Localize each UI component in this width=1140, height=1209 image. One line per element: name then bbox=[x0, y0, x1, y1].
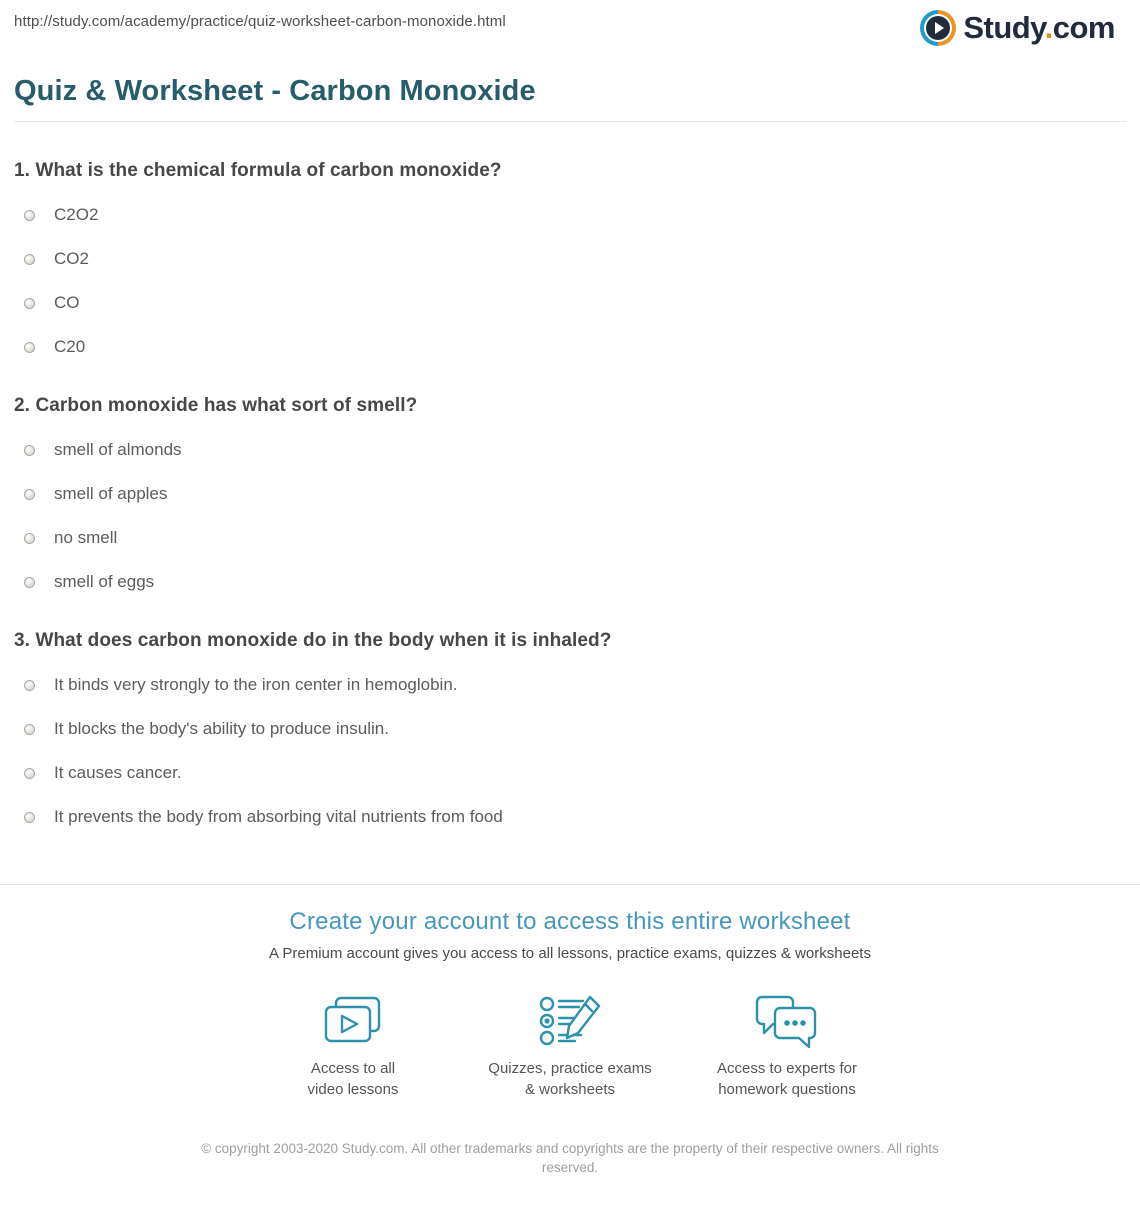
option-label[interactable]: smell of almonds bbox=[54, 440, 182, 459]
chat-experts-icon bbox=[753, 994, 821, 1050]
title-divider bbox=[14, 121, 1126, 122]
question-number: 3. bbox=[14, 630, 31, 651]
video-lessons-icon bbox=[323, 994, 383, 1050]
question-number: 1. bbox=[14, 160, 31, 181]
option-label[interactable]: It blocks the body's ability to produce insulin. bbox=[54, 719, 389, 738]
radio-button[interactable] bbox=[24, 533, 35, 544]
feature-label bbox=[717, 1059, 857, 1100]
radio-button[interactable] bbox=[24, 210, 35, 221]
question-text: What is the chemical formula of carbon monoxide? bbox=[35, 160, 502, 181]
answer-option[interactable] bbox=[14, 807, 1126, 827]
radio-button[interactable] bbox=[24, 445, 35, 456]
question-block-3 bbox=[14, 630, 1126, 827]
cta-heading: Create your account to access this entire worksheet bbox=[289, 908, 851, 935]
copyright-notice: © copyright 2003-2020 Study.com. All other trademarks and copyrights are the property of their respective owners. All rights reserved. bbox=[201, 1141, 939, 1175]
answer-option[interactable] bbox=[14, 293, 1126, 313]
radio-button[interactable] bbox=[24, 812, 35, 823]
question-text: What does carbon monoxide do in the body when it is inhaled? bbox=[35, 630, 612, 651]
feature-label-line2: & worksheets bbox=[524, 1080, 616, 1098]
radio-button[interactable] bbox=[24, 489, 35, 500]
radio-button[interactable] bbox=[24, 342, 35, 353]
feature-label-line2: video lessons bbox=[307, 1080, 399, 1098]
answer-option[interactable] bbox=[14, 484, 1126, 504]
answer-option[interactable] bbox=[14, 675, 1126, 695]
feature-label bbox=[308, 1059, 399, 1100]
cta-subheading: A Premium account gives you access to all lessons, practice exams, quizzes & worksheets bbox=[269, 945, 871, 962]
answer-option[interactable] bbox=[14, 719, 1126, 739]
option-label[interactable]: CO2 bbox=[54, 249, 89, 268]
feature-label bbox=[488, 1059, 651, 1100]
page-header bbox=[0, 0, 1140, 52]
radio-button[interactable] bbox=[24, 724, 35, 735]
option-label[interactable]: It causes cancer. bbox=[54, 763, 182, 782]
answer-option[interactable] bbox=[14, 440, 1126, 460]
feature-list bbox=[14, 994, 1126, 1100]
option-label[interactable]: no smell bbox=[54, 528, 118, 547]
feature-label-line2: homework questions bbox=[718, 1080, 856, 1098]
answer-option[interactable] bbox=[14, 337, 1126, 357]
question-block-2 bbox=[14, 395, 1126, 592]
logo-play-triangle bbox=[935, 22, 944, 34]
answer-option[interactable] bbox=[14, 205, 1126, 225]
option-label[interactable]: It prevents the body from absorbing vital nutrients from food bbox=[54, 807, 503, 826]
feature-label-line1: Access to all bbox=[310, 1060, 396, 1077]
feature-label-line1: Quizzes, practice exams bbox=[488, 1060, 652, 1077]
feature-quizzes-worksheets bbox=[462, 994, 679, 1100]
option-label[interactable]: smell of apples bbox=[54, 484, 168, 503]
answer-option[interactable] bbox=[14, 249, 1126, 269]
logo-dot: . bbox=[1044, 10, 1053, 45]
question-number: 2. bbox=[14, 395, 31, 416]
answer-option[interactable] bbox=[14, 763, 1126, 783]
studycom-logo[interactable] bbox=[920, 10, 1115, 46]
question-block-1 bbox=[14, 160, 1126, 357]
option-label[interactable]: CO bbox=[54, 293, 80, 312]
option-label[interactable]: C20 bbox=[54, 337, 86, 356]
studycom-logo-text bbox=[963, 10, 1115, 46]
studycom-play-icon bbox=[920, 10, 956, 46]
option-label[interactable]: C2O2 bbox=[54, 205, 99, 224]
question-heading bbox=[14, 395, 1126, 417]
radio-button[interactable] bbox=[24, 768, 35, 779]
question-heading bbox=[14, 160, 1126, 182]
radio-button[interactable] bbox=[24, 577, 35, 588]
feature-expert-help bbox=[679, 994, 896, 1100]
logo-suffix: com bbox=[1052, 10, 1115, 45]
radio-button[interactable] bbox=[24, 254, 35, 265]
answer-option[interactable] bbox=[14, 528, 1126, 548]
logo-brand: Study bbox=[963, 10, 1045, 45]
feature-video-lessons bbox=[245, 994, 462, 1100]
radio-button[interactable] bbox=[24, 680, 35, 691]
option-label[interactable]: smell of eggs bbox=[54, 572, 155, 591]
question-text: Carbon monoxide has what sort of smell? bbox=[35, 395, 418, 416]
radio-button[interactable] bbox=[24, 298, 35, 309]
create-account-section bbox=[0, 884, 1140, 1100]
option-label[interactable]: It binds very strongly to the iron center in hemoglobin. bbox=[54, 675, 458, 694]
answer-option[interactable] bbox=[14, 572, 1126, 592]
page-title: Quiz & Worksheet - Carbon Monoxide bbox=[14, 75, 536, 107]
quizzes-worksheets-icon bbox=[538, 994, 602, 1050]
feature-label-line1: Access to experts for bbox=[716, 1060, 858, 1077]
question-heading bbox=[14, 630, 1126, 652]
quiz-section bbox=[0, 160, 1140, 827]
page-url: http://study.com/academy/practice/quiz-worksheet-carbon-monoxide.html bbox=[14, 13, 506, 30]
